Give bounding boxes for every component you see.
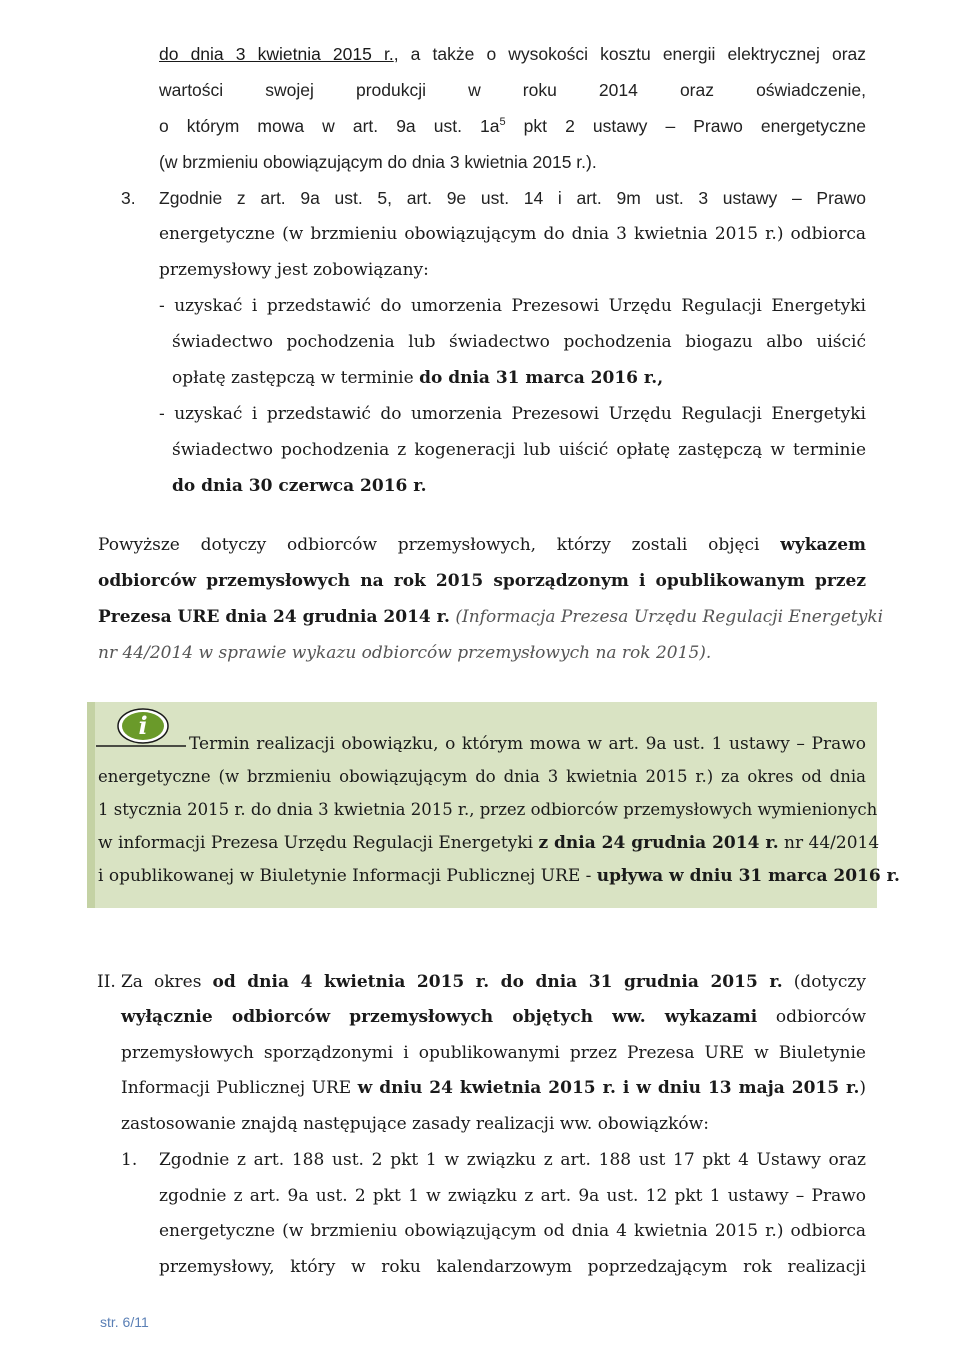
section-2-line-4a: Informacji Publicznej URE: [121, 1078, 358, 1098]
bullet-1-line-2: świadectwo pochodzenia lub świadectwo pochodzenia biogazu albo uiścić: [172, 332, 866, 352]
bullet-2-line-3: [172, 476, 427, 496]
section-2-number: II.: [97, 972, 116, 992]
info-line-2: energetyczne (w brzmieniu obowiązującym do dnia 3 kwietnia 2015 r.) za okres od dnia: [98, 767, 866, 786]
section-2-line-1: [121, 972, 866, 992]
section-2-line-4b: w dniu 24 kwietnia 2015 r. i w dniu 13 maja 2015 r.: [357, 1078, 860, 1098]
para-line-3: [98, 607, 884, 627]
bullet-2-deadline: do dnia 30 czerwca 2016 r.: [172, 476, 427, 496]
date-link[interactable]: do dnia 3 kwietnia 2015 r.: [159, 44, 394, 64]
top-line-2: wartości swojej produkcji w roku 2014 oraz oświadczenie,: [159, 80, 866, 100]
info-line-1: Termin realizacji obowiązku, o którym mowa w art. 9a ust. 1 ustawy – Prawo: [189, 734, 866, 754]
item-3-line-3: przemysłowy jest zobowiązany:: [159, 260, 429, 280]
bullet-1-line-3a: opłatę zastępczą w terminie: [172, 368, 420, 388]
para-line-1b: wykazem: [780, 535, 866, 555]
para-line-2: [98, 571, 866, 591]
item-3-line-2: energetyczne (w brzmieniu obowiązującym do dnia 3 kwietnia 2015 r.) odbiorca: [159, 224, 866, 244]
bullet-1-line-1: - uzyskać i przedstawić do umorzenia Prezesowi Urzędu Regulacji Energetyki: [159, 296, 866, 316]
section-2-line-2: [121, 1007, 866, 1027]
section-2-item-1-line-4: przemysłowy, który w roku kalendarzowym poprzedzającym rok realizacji: [159, 1257, 866, 1277]
bullet-2-line-1: - uzyskać i przedstawić do umorzenia Prezesowi Urzędu Regulacji Energetyki: [159, 404, 866, 424]
top-line-1-rest: , a także o wysokości kosztu energii elektrycznej oraz: [393, 44, 866, 64]
info-box-bar: [87, 702, 95, 908]
section-2-line-4: [121, 1078, 866, 1098]
superscript: 5: [499, 116, 506, 129]
section-2-item-1-line-2: zgodnie z art. 9a ust. 2 pkt 1 w związku z art. 9a ust. 12 pkt 1 ustawy – Prawo: [159, 1186, 866, 1206]
info-line-4b: z dnia 24 grudnia 2014 r.: [538, 833, 779, 853]
page-number: str. 6/11: [100, 1314, 149, 1330]
top-line-3: [159, 116, 866, 137]
section-2-line-3: przemysłowych sporządzonymi i opublikowanymi przez Prezesa URE w Biuletynie: [121, 1043, 866, 1063]
bullet-1-comma: ,: [657, 368, 664, 388]
info-icon: [96, 706, 186, 750]
top-line-1: [159, 44, 866, 65]
top-line-3a: o którym mowa w art. 9a ust. 1a: [159, 116, 500, 136]
info-line-5a: i opublikowanej w Biuletynie Informacji Publicznej URE -: [98, 866, 597, 886]
info-line-5b: upływa w dniu 31 marca 2016 r.: [596, 866, 900, 886]
bullet-2-line-2: świadectwo pochodzenia z kogeneracji lub uiścić opłatę zastępczą w terminie: [172, 440, 866, 460]
info-line-4: [98, 833, 880, 853]
section-2-line-1c: (dotyczy: [782, 972, 866, 992]
section-2-item-1-line-1: Zgodnie z art. 188 ust. 2 pkt 1 w związku z art. 188 ust 17 pkt 4 Ustawy oraz: [159, 1150, 866, 1170]
item-3-line-1: Zgodnie z art. 9a ust. 5, art. 9e ust. 14 i art. 9m ust. 3 ustawy – Prawo: [159, 188, 866, 208]
section-2-line-4c: ): [859, 1078, 866, 1098]
bullet-1-deadline: do dnia 31 marca 2016 r.: [419, 368, 658, 388]
section-2-line-1a: Za okres: [121, 972, 213, 992]
top-line-4: (w brzmieniu obowiązującym do dnia 3 kwietnia 2015 r.).: [159, 152, 597, 172]
info-line-4a: w informacji Prezesa Urzędu Regulacji Energetyki: [98, 833, 539, 853]
item-3-number: 3.: [121, 188, 136, 208]
para-line-2-bold: odbiorców przemysłowych na rok 2015 sporządzonym i opublikowanym przez: [98, 571, 866, 591]
info-line-4c: nr 44/2014: [778, 833, 880, 853]
section-2-line-5: zastosowanie znajdą następujące zasady realizacji ww. obowiązków:: [121, 1114, 709, 1134]
section-2-line-2a: wyłącznie odbiorców przemysłowych objętych ww. wykazami: [121, 1007, 758, 1027]
svg-text:i: i: [138, 711, 148, 740]
info-line-5: [98, 866, 900, 886]
para-line-3b: (Informacja Prezesa Urzędu Regulacji Energetyki: [449, 607, 884, 627]
info-line-3: 1 stycznia 2015 r. do dnia 3 kwietnia 2015 r., przez odbiorców przemysłowych wymienionych: [98, 800, 878, 819]
para-line-1: [98, 535, 866, 555]
para-line-3a: Prezesa URE dnia 24 grudnia 2014 r.: [98, 607, 450, 627]
top-line-3b: pkt 2 ustawy – Prawo energetyczne: [505, 116, 866, 136]
section-2-line-1b: od dnia 4 kwietnia 2015 r. do dnia 31 grudnia 2015 r.: [212, 972, 783, 992]
section-2-item-1-line-3: energetyczne (w brzmieniu obowiązującym od dnia 4 kwietnia 2015 r.) odbiorca: [159, 1221, 866, 1241]
para-line-4: nr 44/2014 w sprawie wykazu odbiorców przemysłowych na rok 2015).: [98, 643, 712, 663]
section-2-line-2b: odbiorców: [757, 1007, 866, 1027]
para-line-1a: Powyższe dotyczy odbiorców przemysłowych, którzy zostali objęci: [98, 535, 781, 555]
bullet-1-line-3: [172, 368, 663, 388]
section-2-item-1-number: 1.: [121, 1150, 138, 1170]
